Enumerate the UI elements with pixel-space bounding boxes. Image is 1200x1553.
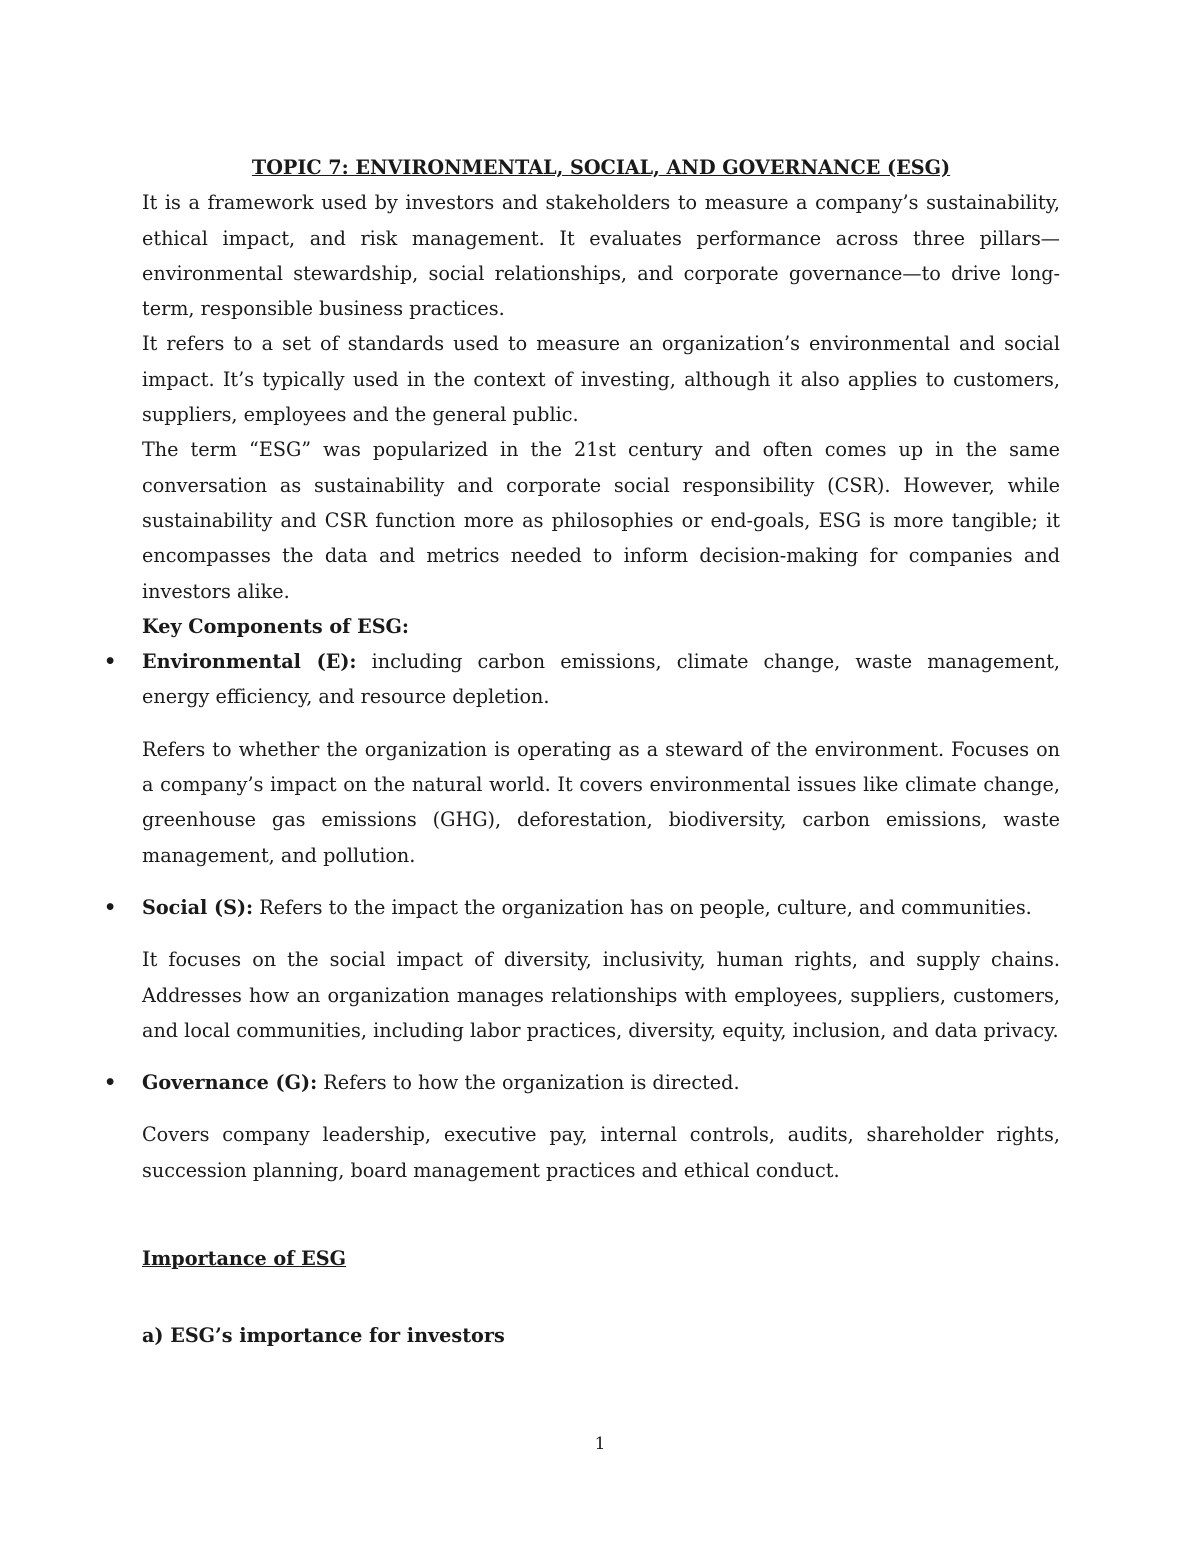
component-environmental <box>104 644 1061 715</box>
intro-paragraph-1: It is a framework used by investors and stakeholders to measure a company’s sustainability, ethical impact, and risk management. It evaluates performance across three pillars—environmental stewardship, social relationships, and corporate governance—to drive long-term, responsible business practices. <box>142 191 1060 321</box>
bullet-icon: • <box>104 650 117 674</box>
component-term: Governance (G): <box>142 1071 318 1095</box>
importance-heading: Importance of ESG <box>142 1247 347 1271</box>
component-term: Social (S): <box>142 895 254 919</box>
component-term: Environmental (E): <box>142 650 357 674</box>
intro-paragraph-3: The term “ESG” was popularized in the 21st century and often comes up in the same conversation as sustainability and corporate social responsibility (CSR). However, while sustainability and CSR function more as philosophies or end-goals, ESG is more tangible; it encompasses the data and metrics needed to inform decision-making for companies and investors alike. <box>142 438 1060 603</box>
component-text: Refers to how the organization is directed. <box>317 1071 740 1095</box>
key-components-heading: Key Components of ESG: <box>142 614 410 638</box>
intro-paragraph-2: It refers to a set of standards used to measure an organization’s environmental and social impact. It’s typically used in the context of investing, although it also applies to customers, suppliers, employees and the general public. <box>142 332 1060 427</box>
page-number: 1 <box>594 1434 606 1454</box>
component-text: including carbon emissions, climate change, waste management, energy efficiency, and resource depletion. <box>142 650 1061 709</box>
bullet-icon: • <box>104 895 117 919</box>
component-social <box>104 890 1060 925</box>
bullet-icon: • <box>104 1071 117 1095</box>
document-title: TOPIC 7: ENVIRONMENTAL, SOCIAL, AND GOVERNANCE (ESG) <box>251 156 951 179</box>
component-governance-detail: Covers company leadership, executive pay, internal controls, audits, shareholder rights, succession planning, board management practices and ethical conduct. <box>142 1123 1060 1182</box>
component-environmental-detail: Refers to whether the organization is operating as a steward of the environment. Focuses on a company’s impact on the natural world. It covers environmental issues like climate change, greenhouse gas emissions (GHG), deforestation, biodiversity, carbon emissions, waste management, and pollution. <box>142 737 1060 867</box>
component-text: Refers to the impact the organization has on people, culture, and communities. <box>253 895 1032 919</box>
investors-subheading: a) ESG’s importance for investors <box>142 1324 505 1348</box>
component-social-detail: It focuses on the social impact of diversity, inclusivity, human rights, and supply chains. Addresses how an organization manages relationships with employees, suppliers, customers, and local communities, including labor practices, diversity, equity, inclusion, and data privacy. <box>142 948 1060 1042</box>
document-body <box>104 150 1061 1354</box>
component-governance <box>104 1065 1060 1100</box>
